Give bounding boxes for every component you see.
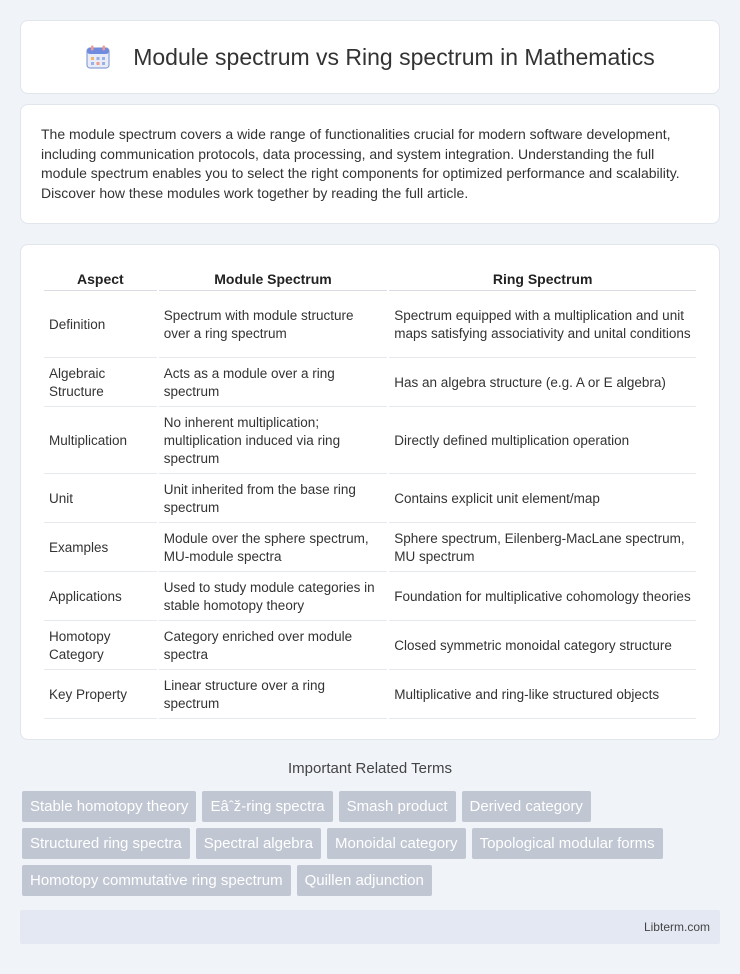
- related-term-tag[interactable]: Smash product: [339, 791, 456, 822]
- cell-module: Used to study module categories in stable homotopy theory: [159, 574, 388, 621]
- related-terms-list: [22, 791, 722, 902]
- table-row: [44, 574, 696, 621]
- table-row: [44, 360, 696, 407]
- header-aspect: Aspect: [44, 267, 157, 291]
- cell-ring: Sphere spectrum, Eilenberg-MacLane spectrum, MU spectrum: [389, 525, 696, 572]
- cell-aspect: Examples: [44, 525, 157, 572]
- intro-text: The module spectrum covers a wide range of functionalities crucial for modern software development, including communication protocols, data processing, and system integration. Understanding the full module spectrum enables you to select the right components for optimized performance and scalability. Discover how these modules work together by reading the full article.: [41, 126, 680, 201]
- cell-aspect: Definition: [44, 293, 157, 358]
- cell-module: No inherent multiplication; multiplication induced via ring spectrum: [159, 409, 388, 474]
- cell-module: Unit inherited from the base ring spectrum: [159, 476, 388, 523]
- related-term-tag[interactable]: Eâˆž-ring spectra: [202, 791, 332, 822]
- table-row: [44, 623, 696, 670]
- footer: [20, 910, 720, 944]
- related-term-tag[interactable]: Stable homotopy theory: [22, 791, 196, 822]
- footer-site-link[interactable]: Libterm.com: [643, 920, 710, 934]
- cell-ring: Multiplicative and ring-like structured objects: [389, 672, 696, 719]
- cell-aspect: Unit: [44, 476, 157, 523]
- cell-ring: Spectrum equipped with a multiplication and unit maps satisfying associativity and unital conditions: [389, 293, 696, 358]
- cell-ring: Closed symmetric monoidal category structure: [389, 623, 696, 670]
- header-card: [20, 20, 720, 94]
- cell-aspect: Applications: [44, 574, 157, 621]
- cell-ring: Foundation for multiplicative cohomology theories: [389, 574, 696, 621]
- table-row: [44, 672, 696, 719]
- cell-ring: Contains explicit unit element/map: [389, 476, 696, 523]
- cell-module: Linear structure over a ring spectrum: [159, 672, 388, 719]
- table-row: [44, 476, 696, 523]
- related-term-tag[interactable]: Homotopy commutative ring spectrum: [22, 865, 291, 896]
- related-term-tag[interactable]: Monoidal category: [327, 828, 466, 859]
- related-term-tag[interactable]: Derived category: [462, 791, 591, 822]
- related-term-tag[interactable]: Structured ring spectra: [22, 828, 190, 859]
- header-ring-spectrum: Ring Spectrum: [389, 267, 696, 291]
- cell-aspect: Homotopy Category: [44, 623, 157, 670]
- comparison-table: [42, 265, 698, 721]
- page-title: Module spectrum vs Ring spectrum in Mathematics: [133, 43, 655, 70]
- cell-aspect: Multiplication: [44, 409, 157, 474]
- cell-ring: Directly defined multiplication operation: [389, 409, 696, 474]
- cell-module: Acts as a module over a ring spectrum: [159, 360, 388, 407]
- cell-aspect: Algebraic Structure: [44, 360, 157, 407]
- cell-aspect: Key Property: [44, 672, 157, 719]
- related-term-tag[interactable]: Topological modular forms: [472, 828, 663, 859]
- comparison-table-card: [20, 244, 720, 740]
- table-row: [44, 409, 696, 474]
- calendar-icon: [85, 44, 111, 70]
- table-row: [44, 293, 696, 358]
- related-term-tag[interactable]: Quillen adjunction: [297, 865, 432, 896]
- related-term-tag[interactable]: Spectral algebra: [196, 828, 321, 859]
- cell-module: Spectrum with module structure over a ring spectrum: [159, 293, 388, 358]
- table-header-row: [44, 267, 696, 291]
- related-terms-title: Important Related Terms: [288, 760, 452, 777]
- header-module-spectrum: Module Spectrum: [159, 267, 388, 291]
- cell-module: Category enriched over module spectra: [159, 623, 388, 670]
- intro-card: [20, 104, 720, 224]
- cell-module: Module over the sphere spectrum, MU-module spectra: [159, 525, 388, 572]
- cell-ring: Has an algebra structure (e.g. A or E algebra): [389, 360, 696, 407]
- table-row: [44, 525, 696, 572]
